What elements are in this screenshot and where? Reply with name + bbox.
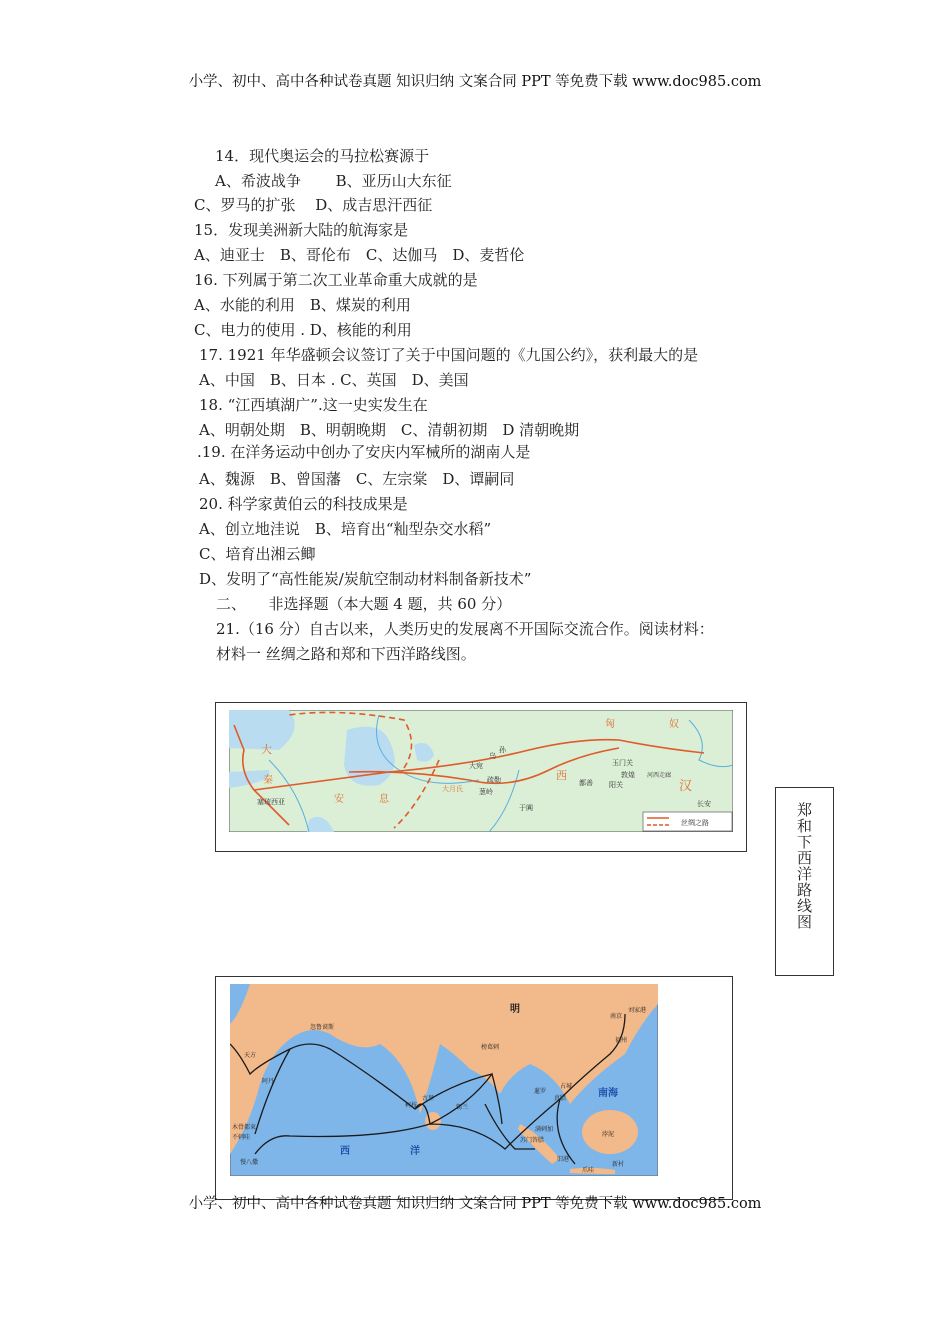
- question-18-options: A、明朝处期 B、明朝晚期 C、清朝初期 D 清朝晚期: [199, 421, 580, 439]
- map-label: 疏勒: [487, 776, 501, 784]
- map-label: 西: [556, 769, 567, 782]
- map-label: 占城: [560, 1083, 573, 1090]
- map-label: 南海: [598, 1088, 618, 1099]
- map-label: 真腊: [554, 1095, 567, 1102]
- map-label: 奴: [669, 719, 679, 730]
- page-footer: 小学、初中、高中各种试卷真题 知识归纳 文案合同 PPT 等免费下载 www.doc985.com: [188, 1196, 762, 1212]
- question-16: 16. 下列属于第二次工业革命重大成就的是: [194, 271, 478, 289]
- map-label: 满剌加: [535, 1126, 554, 1133]
- map-label: 天方: [244, 1052, 257, 1059]
- map-label: 古里: [422, 1095, 435, 1102]
- question-20: 20. 科学家黄伯云的科技成果是: [199, 495, 408, 513]
- map-label: 阳关: [609, 781, 623, 789]
- map-label: 鄯善: [579, 779, 593, 787]
- question-14-options-cd: C、罗马的扩张 D、成吉思汗西征: [194, 196, 433, 214]
- map-label: 息: [379, 794, 389, 805]
- map-label: 大月氏: [442, 785, 463, 793]
- section-two-heading: 二、 非选择题（本大题 4 题，共 60 分）: [216, 595, 512, 613]
- question-14: 14．现代奥运会的马拉松赛源于: [215, 147, 430, 165]
- map-label: 敦煌: [621, 771, 635, 779]
- map-label: 塞琉西亚: [257, 798, 285, 806]
- map-label: 乌: [489, 752, 496, 760]
- map-label: 于阗: [519, 804, 533, 812]
- silk-road-map-frame: [215, 702, 747, 852]
- map-label: 汉: [679, 779, 693, 794]
- map-label: 洋: [410, 1146, 420, 1157]
- map-label: 玉门关: [612, 759, 633, 767]
- map-label: 刘家港: [628, 1007, 647, 1014]
- zheng-he-map: [230, 984, 658, 1176]
- question-20-option-c: C、培育出湘云鲫: [199, 545, 316, 563]
- map-label: 孙: [499, 746, 506, 754]
- question-17-options: A、中国 B、日本 . C、英国 D、美国: [199, 371, 469, 389]
- page-header: 小学、初中、高中各种试卷真题 知识归纳 文案合同 PPT 等免费下载 www.doc985.com: [188, 74, 762, 90]
- map-label: 慢八撒: [240, 1159, 259, 1166]
- question-20-option-d: D、发明了“高性能炭/炭航空制动材料制备新技术”: [199, 570, 532, 588]
- map-label: 西: [340, 1146, 350, 1157]
- question-16-options-cd: C、电力的使用 . D、核能的利用: [194, 321, 412, 339]
- question-16-options-ab: A、水能的利用 B、煤炭的利用: [194, 296, 411, 314]
- question-14-options-ab: A、希波战争 B、亚历山大东征: [215, 172, 452, 190]
- map-label: 不剌哇: [232, 1134, 251, 1141]
- map-label: 安: [334, 794, 344, 805]
- map-label: 葱岭: [479, 788, 493, 796]
- map-label: 大: [261, 743, 272, 756]
- map-label: 榜葛剌: [481, 1044, 500, 1051]
- map-label: 明: [510, 1004, 520, 1015]
- map-label: 新村: [612, 1161, 625, 1168]
- question-15: 15．发现美洲新大陆的航海家是: [194, 221, 409, 239]
- map-label: 南京: [610, 1013, 623, 1020]
- silk-road-map: [229, 710, 733, 832]
- map-label: 木骨都束: [232, 1124, 257, 1131]
- map-label: 柯枝: [405, 1102, 418, 1109]
- map-label: 匈: [605, 719, 615, 730]
- question-19: .19. 在洋务运动中创办了安庆内军械所的湖南人是: [197, 443, 531, 461]
- question-21: 21.（16 分）自古以来，人类历史的发展离不开国际交流合作。阅读材料：: [216, 620, 714, 638]
- map-label: 秦: [263, 775, 273, 786]
- material-one-caption: 材料一 丝绸之路和郑和下西洋路线图。: [216, 645, 476, 663]
- map-label: 浡泥: [602, 1131, 615, 1138]
- map-label: 苏门答腊: [520, 1137, 545, 1144]
- side-caption-box: [775, 787, 834, 976]
- map-label: 长安: [697, 800, 711, 808]
- map-label: 旧港: [557, 1156, 570, 1163]
- map-label: 锡兰: [456, 1104, 469, 1111]
- question-18: 18. “江西填湖广”.这一史实发生在: [199, 396, 428, 414]
- question-15-options: A、迪亚士 B、哥伦布 C、达伽马 D、麦哲伦: [194, 246, 525, 264]
- map-label: 大宛: [469, 762, 483, 770]
- map-label: 阿丹: [262, 1078, 275, 1085]
- question-20-options-ab: A、创立地洼说 B、培育出“籼型杂交水稻”: [199, 520, 492, 538]
- map-label: 河西走廊: [647, 772, 672, 779]
- map-label: 爪哇: [582, 1167, 595, 1174]
- map-label: 忽鲁谟斯: [310, 1024, 335, 1031]
- map-label: 福州: [615, 1037, 628, 1044]
- legend-silk-road: 丝绸之路: [681, 819, 709, 827]
- map-label: 暹罗: [534, 1088, 547, 1095]
- question-17: 17. 1921 年华盛顿会议签订了关于中国问题的《九国公约》，获利最大的是: [199, 346, 699, 364]
- question-19-options: A、魏源 B、曾国藩 C、左宗棠 D、谭嗣同: [199, 470, 515, 488]
- side-caption: 郑和下西洋路线图: [795, 802, 813, 930]
- zheng-he-map-frame: [215, 976, 733, 1200]
